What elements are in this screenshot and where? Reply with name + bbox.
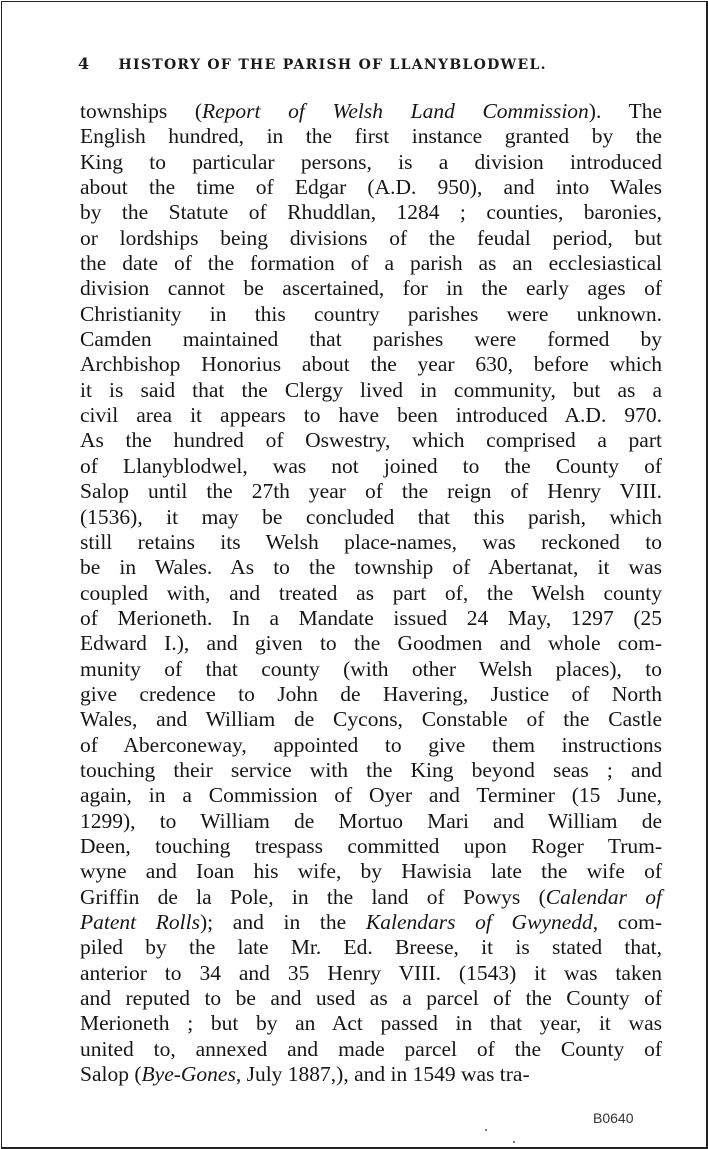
scan-speck [513, 1141, 515, 1143]
text-segment: Edward I.), and given to the Goodmen and whole com- [80, 631, 662, 656]
italic-citation: Calendar of [545, 884, 662, 909]
text-segment: and reputed to be and used as a parcel of the County of [80, 986, 662, 1011]
archive-code: B0640 [593, 1110, 634, 1126]
scan-speck [485, 1129, 487, 1131]
text-segment: King to particular persons, is a division introduced [80, 149, 662, 174]
text-segment: of Merioneth. In a Mandate issued 24 May, 1297 (25 [80, 605, 662, 630]
text-line [80, 251, 662, 276]
text-segment: , July 1887,), and in 1549 was tra- [235, 1062, 530, 1087]
text-line [80, 378, 662, 403]
text-segment: (1536), it may be concluded that this parish, which [80, 504, 662, 529]
italic-citation: Bye-Gones [141, 1062, 236, 1087]
text-segment: again, in a Commission of Oyer and Terminer (15 June, [80, 783, 662, 808]
text-segment: united to, annexed and made parcel of the County of [80, 1036, 662, 1061]
text-segment: give credence to John de Havering, Justice of North [80, 681, 662, 706]
text-line [80, 859, 662, 884]
page-number: 4 [78, 54, 91, 73]
text-line [80, 555, 662, 580]
text-segment: by the Statute of Rhuddlan, 1284 ; counties, baronies, [80, 200, 662, 225]
text-line [80, 226, 662, 251]
text-line [80, 200, 662, 225]
text-line [80, 1011, 662, 1036]
text-segment: the date of the formation of a parish as an ecclesiastical [80, 251, 662, 276]
text-line [80, 581, 662, 606]
text-segment: still retains its Welsh place-names, was reckoned to [80, 529, 662, 554]
text-segment: 1299), to William de Mortuo Mari and William de [80, 808, 662, 833]
text-segment: be in Wales. As to the township of Abertanat, it was [80, 555, 662, 580]
text-segment: Griffin de la Pole, in the land of Powys ( [80, 884, 546, 909]
text-line [80, 276, 662, 301]
text-segment: Archbishop Honorius about the year 630, before which [80, 352, 662, 377]
text-line [80, 352, 662, 377]
text-line [80, 175, 662, 200]
text-line [80, 454, 662, 479]
text-line [80, 124, 662, 149]
text-line [80, 885, 662, 910]
text-segment: Salop until the 27th year of the reign of Henry VIII. [80, 479, 662, 504]
text-segment: Salop ( [80, 1062, 142, 1087]
text-line [80, 1062, 662, 1087]
italic-citation: Kalendars of Gwynedd [365, 910, 593, 934]
text-line [80, 733, 662, 758]
text-segment: anterior to 34 and 35 Henry VIII. (1543) it was taken [80, 960, 662, 985]
text-line [80, 986, 662, 1011]
text-segment: Camden maintained that parishes were formed by [80, 327, 662, 352]
text-segment: English hundred, in the first instance granted by the [80, 124, 662, 149]
text-line [80, 505, 662, 530]
text-segment: , com- [592, 910, 662, 934]
running-title: HISTORY OF THE PARISH OF LLANYBLODWEL. [118, 57, 547, 73]
text-segment: As the hundred of Oswestry, which comprised a part [80, 428, 662, 453]
text-line [80, 961, 662, 986]
text-line [80, 657, 662, 682]
text-line [80, 530, 662, 555]
text-line [80, 910, 662, 935]
text-segment: Wales, and William de Cycons, Constable of the Castle [80, 707, 662, 732]
body-text [80, 99, 662, 1087]
book-page [1, 1, 708, 1149]
text-line [80, 428, 662, 453]
text-line [80, 99, 662, 124]
text-line [80, 682, 662, 707]
text-segment: townships ( [80, 99, 202, 123]
text-segment: munity of that county (with other Welsh places), to [80, 656, 662, 681]
text-line [80, 783, 662, 808]
text-line [80, 935, 662, 960]
text-segment: it is said that the Clergy lived in community, but as a [80, 377, 662, 402]
text-segment: or lordships being divisions of the feudal period, but [80, 225, 662, 250]
text-segment: Deen, touching trespass committed upon Roger Trum- [80, 833, 662, 858]
italic-citation: Report of Welsh Land Commission [201, 99, 589, 123]
text-segment: Christianity in this country parishes were unknown. [80, 301, 662, 326]
text-line [80, 758, 662, 783]
text-line [80, 327, 662, 352]
text-segment: wyne and Ioan his wife, by Hawisia late the wife of [80, 859, 662, 884]
text-line [80, 606, 662, 631]
text-line [80, 1037, 662, 1062]
text-line [80, 631, 662, 656]
text-segment: of Llanyblodwel, was not joined to the County of [80, 453, 662, 478]
text-segment: about the time of Edgar (A.D. 950), and into Wales [80, 175, 662, 200]
text-segment: division cannot be ascertained, for in the early ages of [80, 276, 662, 301]
text-line [80, 479, 662, 504]
text-line [80, 302, 662, 327]
text-segment: ). The [588, 99, 662, 123]
text-segment: civil area it appears to have been introduced A.D. 970. [80, 403, 662, 428]
text-line [80, 834, 662, 859]
text-segment: coupled with, and treated as part of, the Welsh county [80, 580, 662, 605]
text-segment: ); and in the [200, 910, 366, 934]
text-line [80, 150, 662, 175]
italic-citation: Patent Rolls [80, 910, 200, 934]
text-segment: touching their service with the King beyond seas ; and [80, 757, 662, 782]
text-segment: Merioneth ; but by an Act passed in that year, it was [80, 1011, 662, 1036]
text-line [80, 403, 662, 428]
text-segment: of Aberconeway, appointed to give them instructions [80, 732, 662, 757]
text-line [80, 809, 662, 834]
text-segment: piled by the late Mr. Ed. Breese, it is stated that, [80, 935, 662, 960]
text-line [80, 707, 662, 732]
running-header [78, 54, 618, 73]
